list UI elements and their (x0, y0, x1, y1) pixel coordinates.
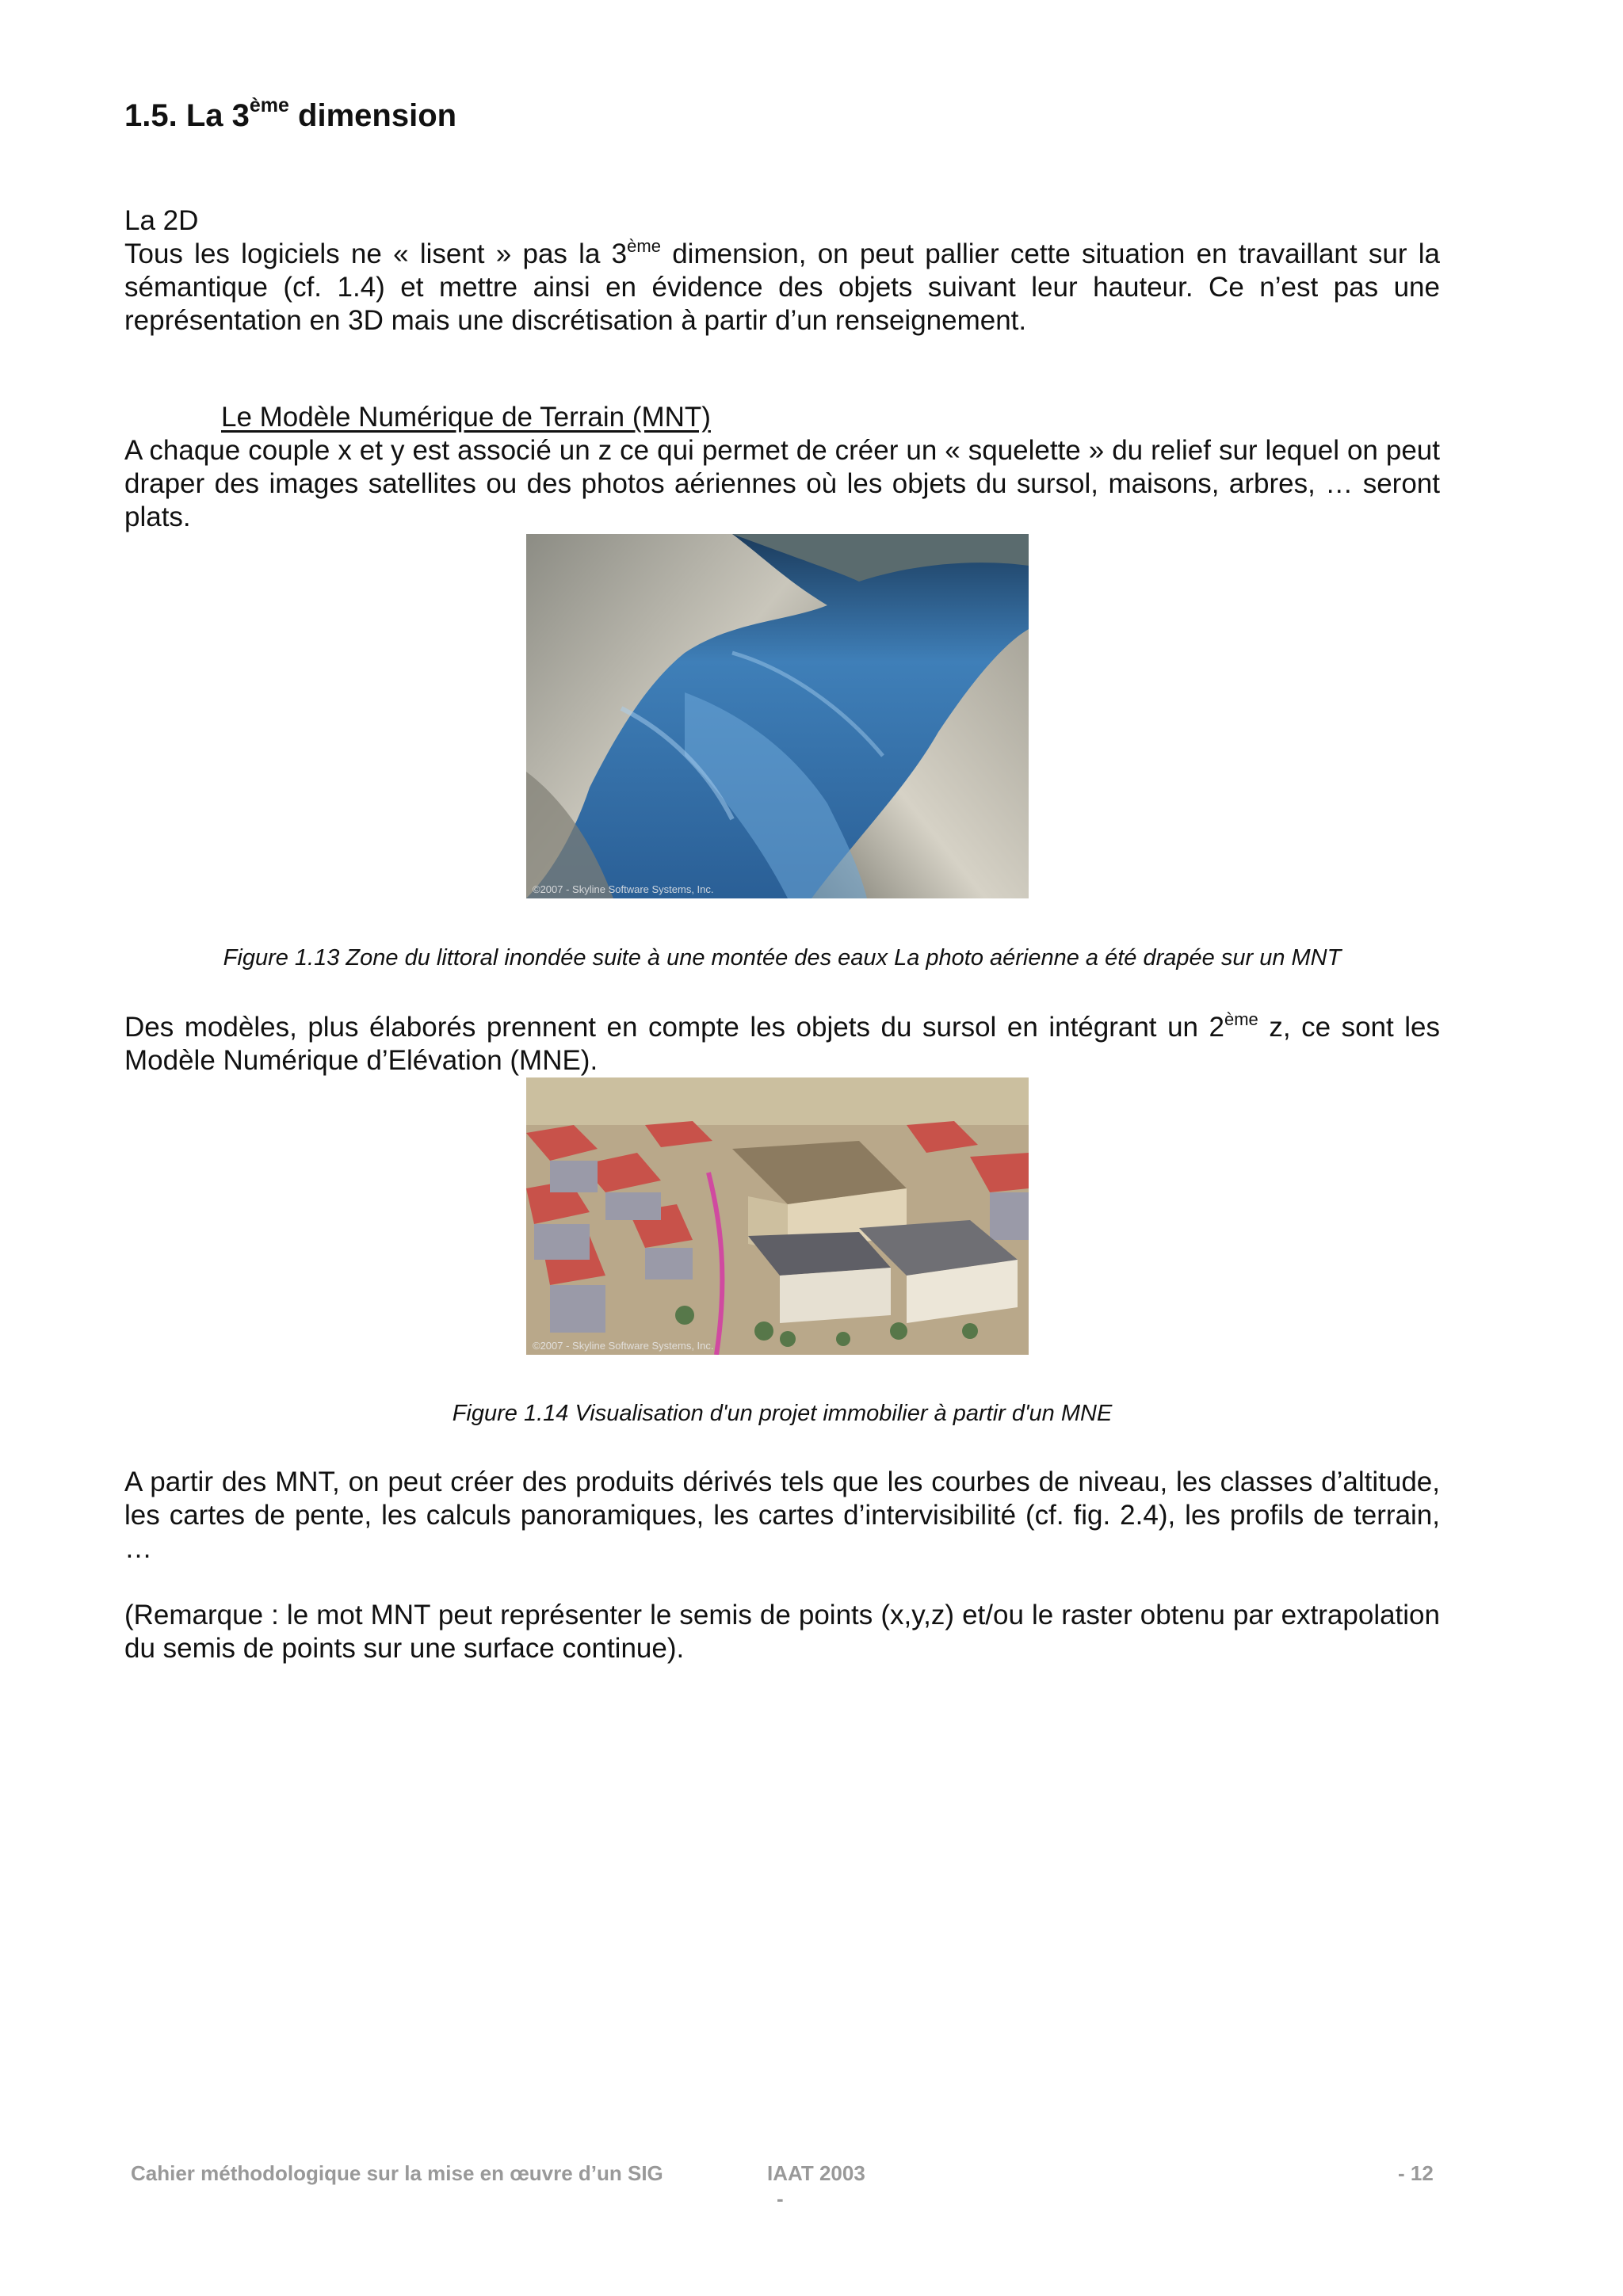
mne-text (124, 1011, 1440, 1077)
remark-text: (Remarque : le mot MNT peut représenter le semis de points (x,y,z) et/ou le raster obtenu par extrapolation du semis de points sur une surface continue). (124, 1600, 1440, 1664)
derived-products-paragraph (124, 1466, 1440, 1566)
mne-paragraph (124, 1011, 1440, 1077)
footer-title: Cahier méthodologique sur la mise en œuvre d’un SIG (131, 2161, 663, 2185)
mne-superscript: ème (1224, 1009, 1258, 1029)
figure-1-credit: ©2007 - Skyline Software Systems, Inc. (533, 883, 714, 895)
heading-superscript: ème (249, 94, 289, 116)
heading-prefix: 1.5. La 3 (124, 98, 250, 133)
figure-2-caption: Figure 1.14 Visualisation d'un projet immobilier à partir d'un MNE (452, 1401, 1113, 1426)
footer-page-number: - 12 (1398, 2161, 1434, 2185)
footer-dash: - (777, 2187, 784, 2210)
mnt-subheading: Le Modèle Numérique de Terrain (MNT) (221, 402, 711, 433)
section-2d-text-b: dimension, on peut pallier cette situation en travaillant sur la sémantique (cf. 1.4) et mettre ainsi en évidence des objets suivant leur hauteur. Ce n’est pas une représentation en 3D mais une discrétisation à partir d’un renseignement. (124, 238, 1440, 336)
section-heading (124, 94, 457, 134)
remark-paragraph (124, 1599, 1440, 1665)
mne-text-a: Des modèles, plus élaborés prennent en compte les objets du sursol en intégrant un 2 (124, 1012, 1224, 1043)
derived-products-text: A partir des MNT, on peut créer des produits dérivés tels que les courbes de niveau, les classes d’altitude, les cartes de pente, les calculs panoramiques, les cartes d’intervisibilité (cf. fig. 2.4), les profils de terrain, … (124, 1466, 1440, 1564)
figure-2-credit: ©2007 - Skyline Software Systems, Inc. (533, 1340, 714, 1352)
footer-org: IAAT 2003 (767, 2161, 865, 2185)
section-2d-text-a: Tous les logiciels ne « lisent » pas la 3 (124, 238, 628, 269)
flooded-coast-illustration (526, 534, 1029, 898)
heading-suffix: dimension (288, 98, 457, 133)
mnt-text: A chaque couple x et y est associé un z ce qui permet de créer un « squelette » du relief sur lequel on peut draper des images satellites ou des photos aériennes où les objets du sursol, maisons, arbres, … seront plats. (124, 435, 1440, 532)
figure-1-caption: Figure 1.13 Zone du littoral inondée suite à une montée des eaux La photo aérienne a été drapée sur un MNT (223, 945, 1342, 971)
section-2d-title: La 2D (124, 205, 199, 236)
section-2d-paragraph (124, 238, 1440, 338)
figure-real-estate-image (526, 1077, 1029, 1355)
section-2d (124, 204, 1440, 338)
mne-text-b: z, ce sont les Modèle Numérique d’Elévation (MNE). (124, 1012, 1441, 1076)
mnt-paragraph (124, 434, 1440, 534)
section-2d-superscript: ème (627, 236, 661, 256)
figure-flooded-coast-image (526, 534, 1029, 898)
real-estate-illustration (526, 1077, 1029, 1355)
